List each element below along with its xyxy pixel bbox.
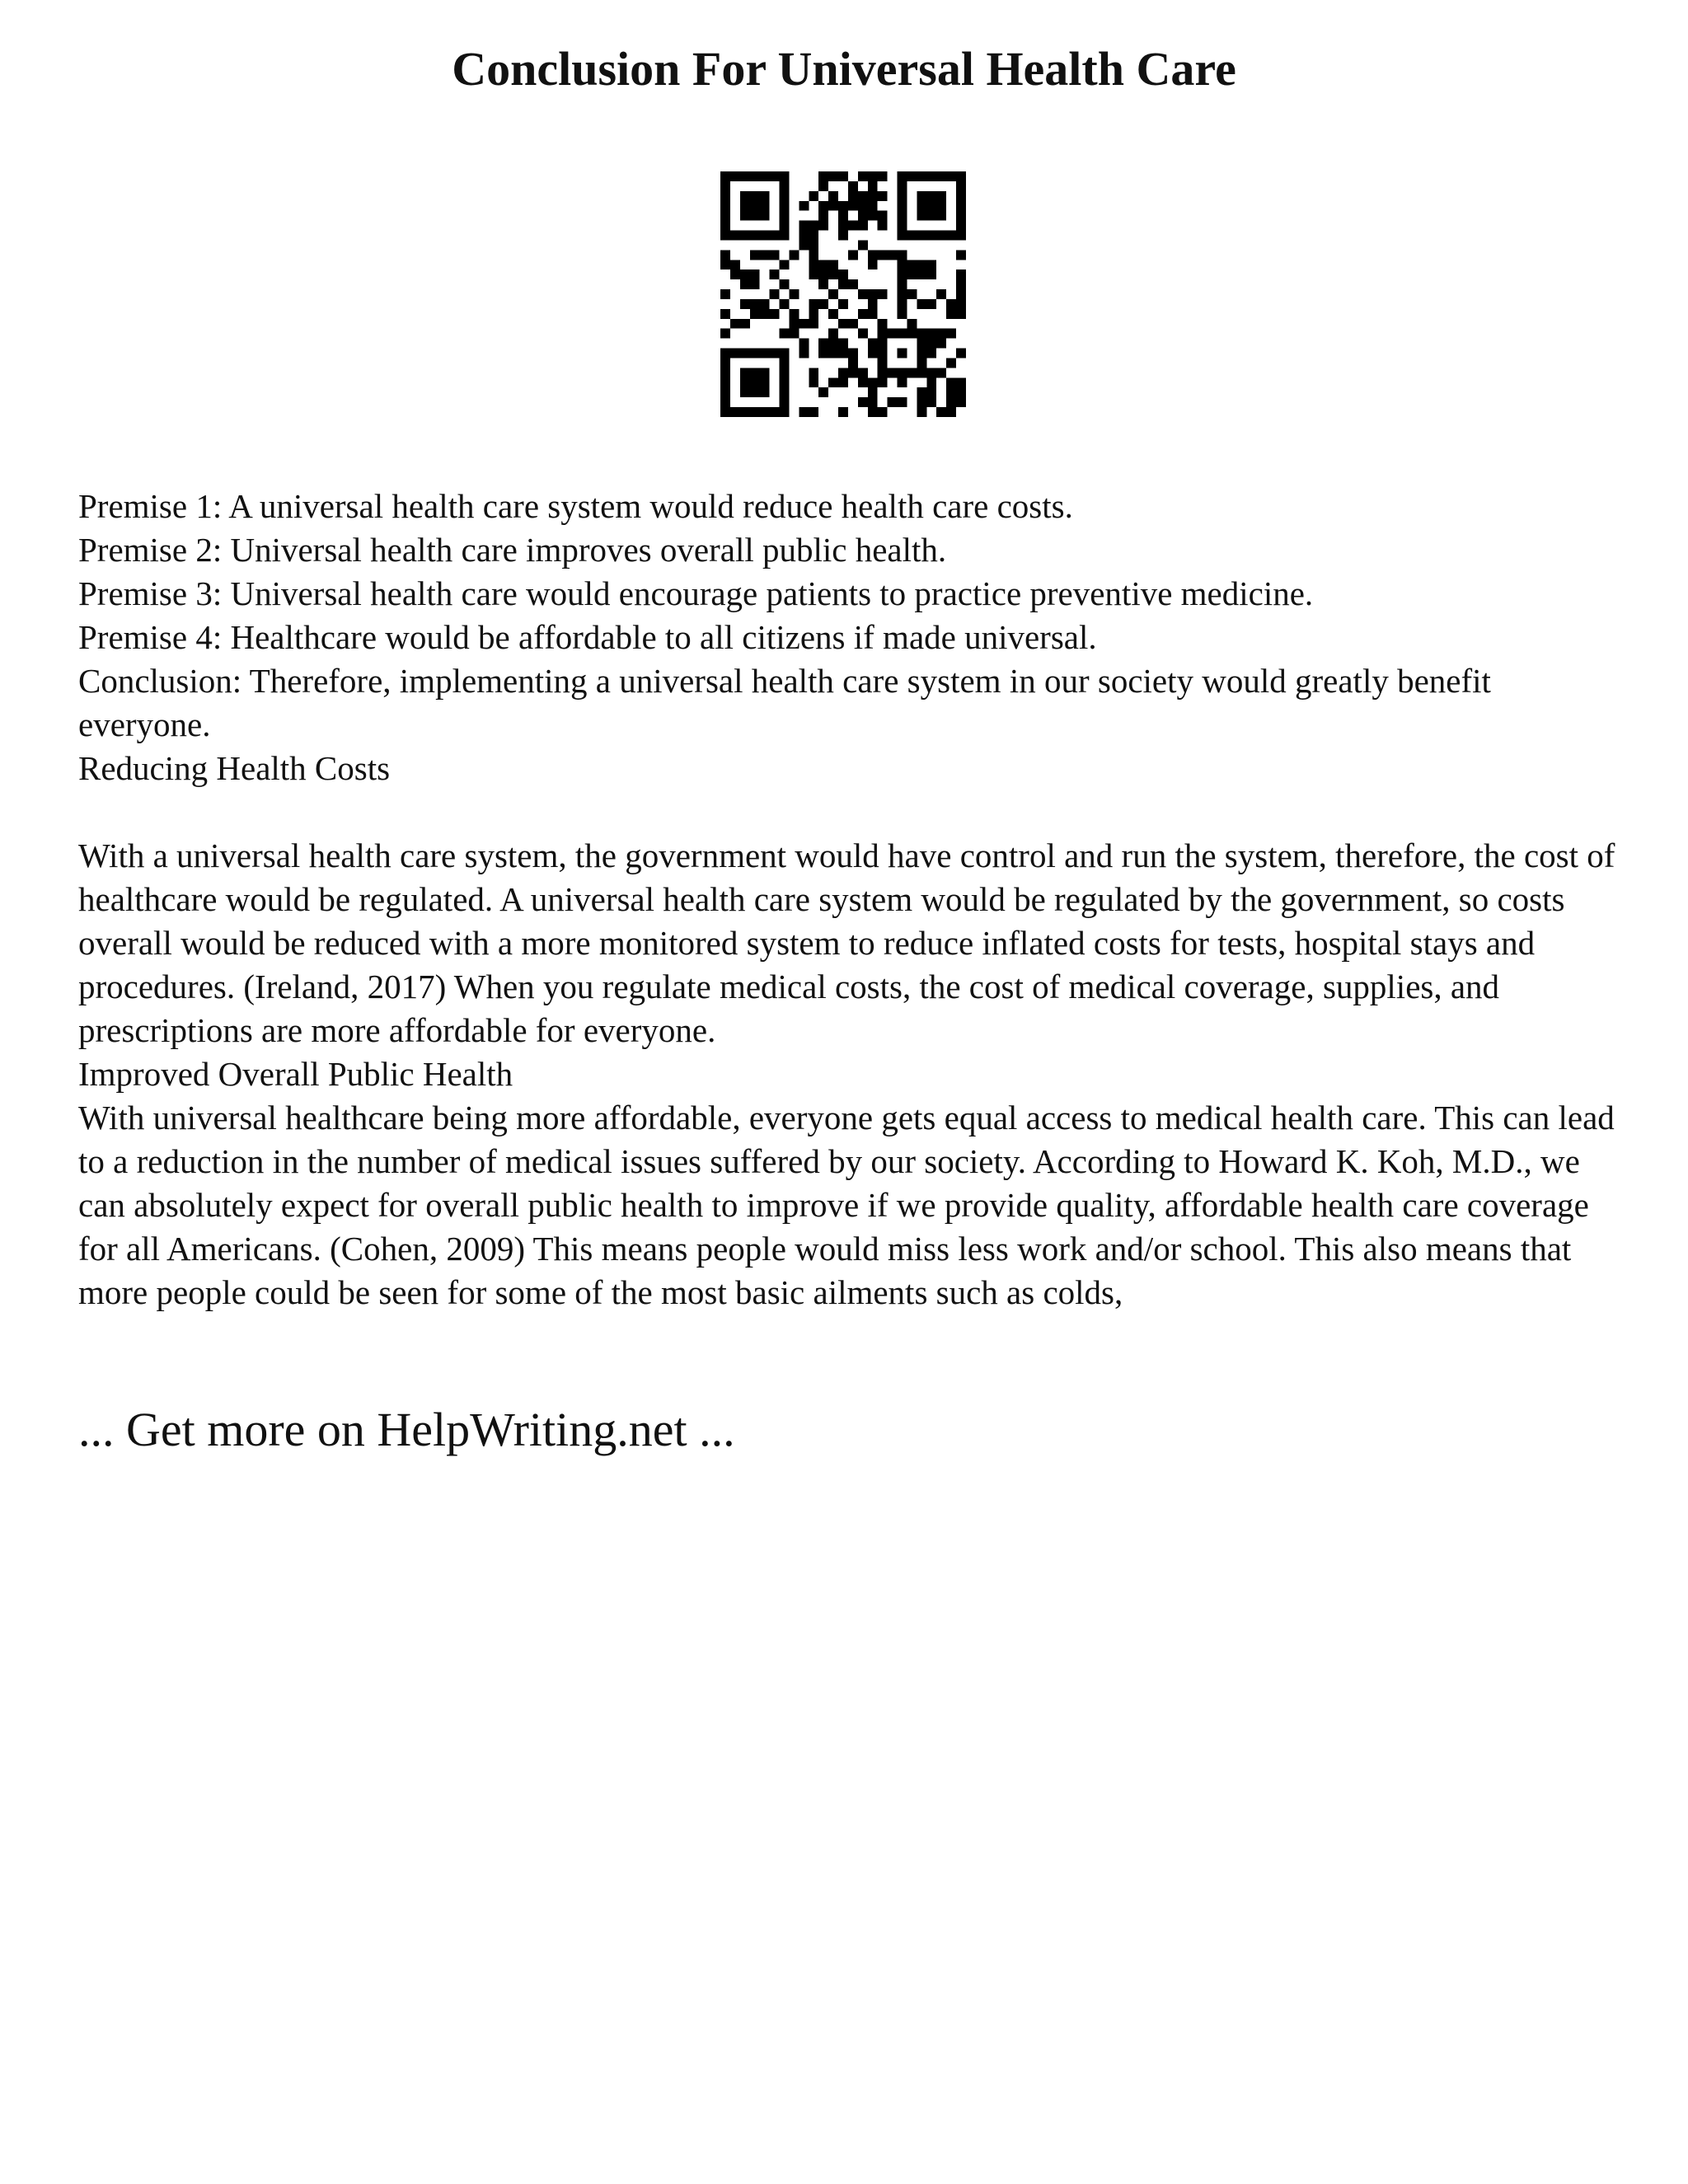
page-title: Conclusion For Universal Health Care [452,42,1236,96]
premise-1: Premise 1: A universal health care system would reduce health care costs. [78,487,1073,525]
section-heading-reducing-costs: Reducing Health Costs [78,749,391,787]
document-body [78,485,1628,1315]
premise-4: Premise 4: Healthcare would be affordable to all citizens if made universal. [78,618,1097,656]
get-more-link[interactable]: ... Get more on HelpWriting.net ... [78,1403,735,1456]
paragraph-spacer [78,790,1628,834]
qr-code-icon [720,171,966,417]
section-body-reducing-costs: With a universal health care system, the government would have control and run the system, therefore, the cost of healthcare would be regulated. A universal health care system would be regulated by the government, so costs overall would be reduced with a more monitored system to reduce inflated costs for tests, hospital stays and procedures. (Ireland, 2017) When you regulate medical costs, the cost of medical coverage, supplies, and prescriptions are more affordable for everyone. [78,837,1615,1049]
premise-2: Premise 2: Universal health care improves overall public health. [78,531,947,569]
section-heading-public-health: Improved Overall Public Health [78,1055,513,1093]
premise-3: Premise 3: Universal health care would encourage patients to practice preventive medicine. [78,574,1314,612]
conclusion-statement: Conclusion: Therefore, implementing a universal health care system in our society would greatly benefit everyone. [78,662,1491,743]
qr-code-graphic [720,171,966,417]
section-body-public-health: With universal healthcare being more affordable, everyone gets equal access to medical health care. This can lead to a reduction in the number of medical issues suffered by our society. According to Howard K. Koh, M.D., we can absolutely expect for overall public health to improve if we provide quality, affordable health care coverage for all Americans. (Cohen, 2009) This means people would miss less work and/or school. This also means that more people could be seen for some of the most basic ailments such as colds, [78,1099,1615,1311]
